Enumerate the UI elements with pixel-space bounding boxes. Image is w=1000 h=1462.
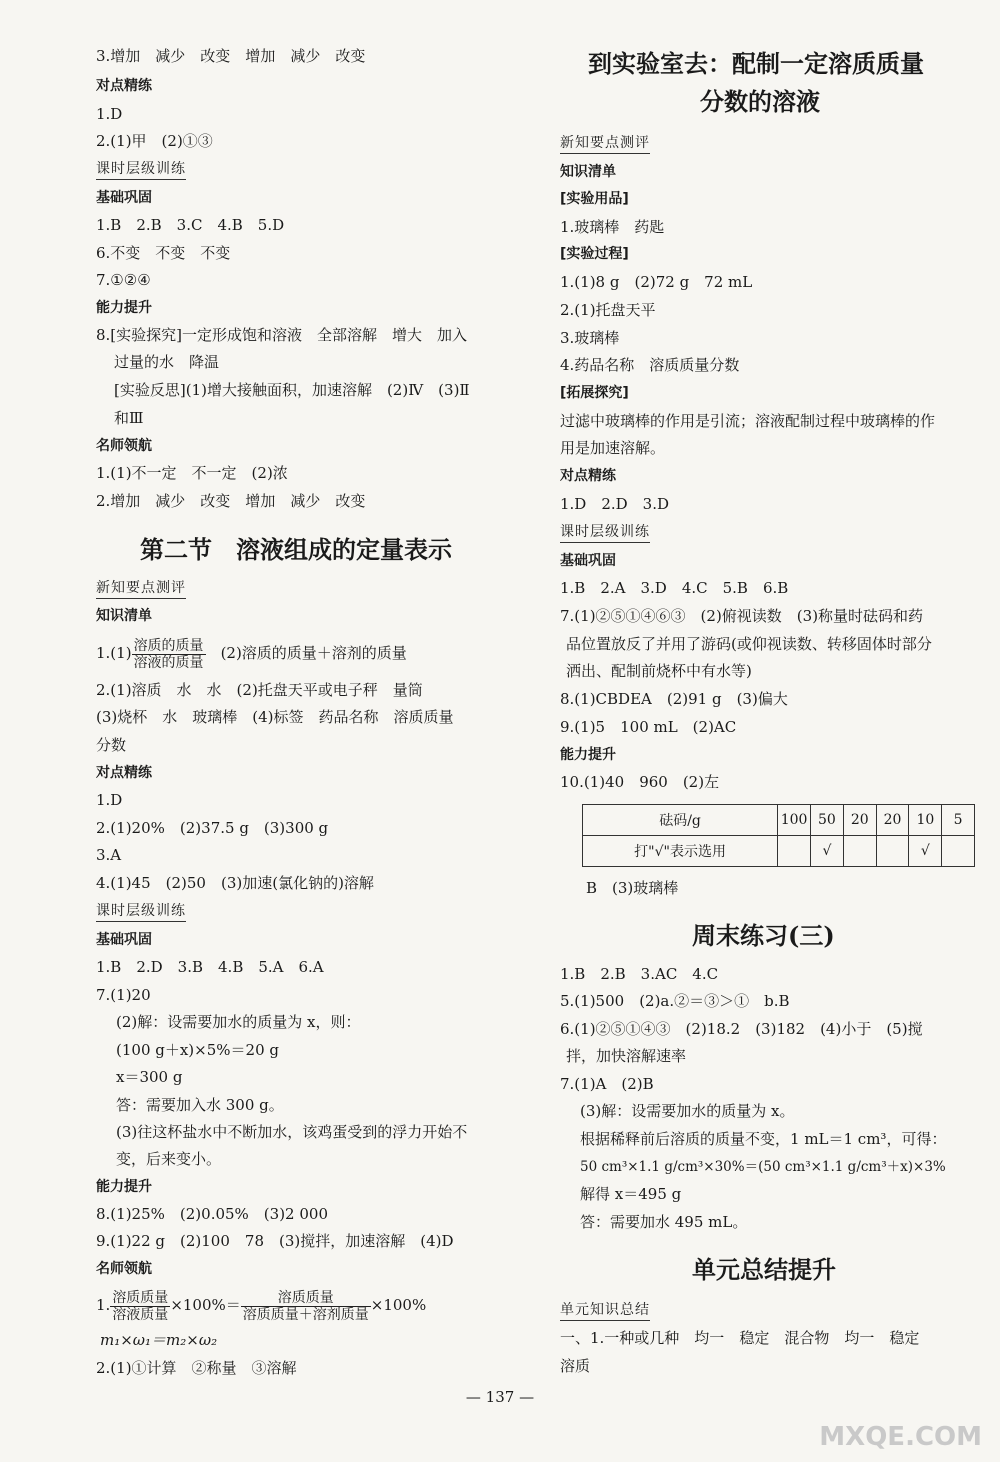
answer-line: 品位置放反了并用了游码(或仰视读数、转移固体时部分 xyxy=(566,635,932,653)
fraction xyxy=(241,1290,371,1323)
answer-line: 8.(1)25% (2)0.05% (3)2 000 xyxy=(96,1205,328,1223)
section-title: 周末练习(三) xyxy=(692,921,835,950)
answer-line: 洒出、配制前烧杯中有水等) xyxy=(566,662,752,680)
answer-line: (2)解：设需要加水的质量为 x，则： xyxy=(116,1013,361,1031)
formula-line: m₁×ω₁＝m₂×ω₂ xyxy=(100,1331,218,1349)
table-row xyxy=(583,805,975,836)
answer-text: (2)溶质的质量＋溶剂的质量 xyxy=(205,644,407,662)
answer-line: 1.D xyxy=(96,791,123,809)
answer-line: 8.(1)CBDEA (2)91 g (3)偏大 xyxy=(560,690,788,708)
table-cell xyxy=(778,836,811,867)
answer-line: 9.(1)5 100 mL (2)AC xyxy=(560,718,737,736)
checkmark-cell: √ xyxy=(811,836,844,867)
answer-line: 拌，加快溶解速率 xyxy=(566,1047,687,1065)
subheading: [实验过程] xyxy=(560,246,629,262)
answer-line: (3)烧杯 水 玻璃棒 (4)标签 药品名称 溶质质量 xyxy=(96,708,454,726)
answer-line: 6.(1)②⑤①④③ (2)18.2 (3)182 (4)小于 (5)搅 xyxy=(560,1020,923,1038)
answer-line: 1.D 2.D 3.D xyxy=(560,495,670,513)
answer-line: 过滤中玻璃棒的作用是引流；溶液配制过程中玻璃棒的作 xyxy=(560,412,936,430)
answer-line: 1.B 2.B 3.C 4.B 5.D xyxy=(96,216,285,234)
checkmark-cell: √ xyxy=(909,836,942,867)
denominator: 溶液质量 xyxy=(112,1306,169,1323)
answer-line: 3.玻璃棒 xyxy=(560,329,620,347)
answer-line: 2.(1)20% (2)37.5 g (3)300 g xyxy=(96,819,329,837)
item-number: 1.(1) xyxy=(96,644,132,662)
section-label: 新知要点测评 xyxy=(96,580,186,596)
table-header-cell: 砝码/g xyxy=(583,805,778,836)
answer-line: 2.增加 减少 改变 增加 减少 改变 xyxy=(96,492,366,510)
section-title: 单元总结提升 xyxy=(692,1255,836,1284)
answer-line: (3)解：设需要加水的质量为 x。 xyxy=(580,1102,795,1120)
subheading: 基础巩固 xyxy=(96,190,152,206)
answer-line: 8.[实验探究]一定形成饱和溶液 全部溶解 增大 加入 xyxy=(96,326,468,344)
subheading: 对点精练 xyxy=(96,78,152,94)
answer-line: 一、1.一种或几种 均一 稳定 混合物 均一 稳定 xyxy=(560,1329,920,1347)
answer-line: 4.药品名称 溶质质量分数 xyxy=(560,356,740,374)
subheading: 知识清单 xyxy=(96,608,152,624)
answer-line: 7.(1)20 xyxy=(96,986,151,1004)
answer-line: 过量的水 降温 xyxy=(114,353,220,371)
section-label: 单元知识总结 xyxy=(560,1302,650,1318)
answer-line: 1.(1)不一定 不一定 (2)浓 xyxy=(96,464,288,482)
denominator: 溶液的质量 xyxy=(133,654,204,671)
answer-line: 变，后来变小。 xyxy=(116,1150,222,1168)
subheading: 能力提升 xyxy=(560,747,616,763)
fraction-line xyxy=(96,634,407,672)
answer-line: 1.B 2.A 3.D 4.C 5.B 6.B xyxy=(560,579,789,597)
subheading: 对点精练 xyxy=(96,765,152,781)
answer-line: 根据稀释前后溶质的质量不变，1 mL＝1 cm³，可得： xyxy=(580,1130,947,1148)
section-label: 课时层级训练 xyxy=(560,524,650,540)
answer-line: 6.不变 不变 不变 xyxy=(96,244,231,262)
numerator: 溶质质量 xyxy=(241,1290,371,1307)
answer-line: 用是加速溶解。 xyxy=(560,439,666,457)
table-cell xyxy=(843,836,876,867)
subheading: 名师领航 xyxy=(96,1261,152,1277)
watermark: MXQE.COM xyxy=(819,1422,982,1452)
answer-line: [实验反思](1)增大接触面积，加速溶解 (2)Ⅳ (3)Ⅱ xyxy=(114,381,470,399)
answer-line: 解得 x＝495 g xyxy=(580,1185,682,1203)
subheading: 能力提升 xyxy=(96,300,152,316)
table-cell: 50 xyxy=(811,805,844,836)
subheading: 知识清单 xyxy=(560,164,616,180)
answer-line: 50 cm³×1.1 g/cm³×30%＝(50 cm³×1.1 g/cm³＋x)×3% xyxy=(580,1159,946,1175)
answer-line: 9.(1)22 g (2)100 78 (3)搅拌，加速溶解 (4)D xyxy=(96,1232,454,1250)
table-cell xyxy=(942,836,975,867)
answer-line: 1.B 2.D 3.B 4.B 5.A 6.A xyxy=(96,958,324,976)
section-title: 分数的溶液 xyxy=(700,87,820,116)
formula-text: ×100% xyxy=(370,1296,427,1314)
answer-line: (3)往这杯盐水中不断加水，该鸡蛋受到的浮力开始不 xyxy=(116,1123,468,1141)
subheading: 对点精练 xyxy=(560,468,616,484)
answer-line: 答：需要加入水 300 g。 xyxy=(116,1096,284,1114)
answer-line: 2.(1)①计算 ②称量 ③溶解 xyxy=(96,1359,297,1377)
fraction xyxy=(110,1290,170,1323)
answer-line: 答：需要加水 495 mL。 xyxy=(580,1213,748,1231)
numerator: 溶质质量 xyxy=(112,1289,169,1306)
subheading: 名师领航 xyxy=(96,438,152,454)
table-row xyxy=(583,836,975,867)
subheading: [拓展探究] xyxy=(560,385,629,401)
answer-line: 3.A xyxy=(96,846,122,864)
answer-line: 1.玻璃棒 药匙 xyxy=(560,218,665,236)
answer-line: 1.(1)8 g (2)72 g 72 mL xyxy=(560,273,753,291)
fraction-line xyxy=(96,1286,426,1324)
answer-line: 3.增加 减少 改变 增加 减少 改变 xyxy=(96,47,366,65)
answer-line: 10.(1)40 960 (2)左 xyxy=(560,773,720,791)
section-label: 课时层级训练 xyxy=(96,161,186,177)
answer-line: (100 g＋x)×5%＝20 g xyxy=(116,1041,279,1059)
table-cell: 20 xyxy=(843,805,876,836)
subheading: 能力提升 xyxy=(96,1179,152,1195)
table-cell: 20 xyxy=(876,805,909,836)
answer-line: 溶质 xyxy=(560,1357,591,1375)
answer-line: 7.(1)A (2)B xyxy=(560,1075,654,1093)
item-number: 1. xyxy=(96,1296,111,1314)
subheading: [实验用品] xyxy=(560,191,629,207)
answer-line: 分数 xyxy=(96,736,127,754)
numerator: 溶质的质量 xyxy=(133,637,204,654)
answer-line: 2.(1)甲 (2)①③ xyxy=(96,132,213,150)
answer-line: 和Ⅲ xyxy=(114,409,144,427)
answer-line: x＝300 g xyxy=(116,1068,183,1086)
subheading: 基础巩固 xyxy=(560,553,616,569)
table-cell xyxy=(876,836,909,867)
table-cell: 100 xyxy=(778,805,811,836)
answer-line: B (3)玻璃棒 xyxy=(586,879,679,897)
page-number: — 137 — xyxy=(465,1388,535,1406)
section-title: 到实验室去：配制一定溶质质量 xyxy=(588,49,924,78)
section-label: 课时层级训练 xyxy=(96,903,186,919)
answer-line: 4.(1)45 (2)50 (3)加速(氯化钠的)溶解 xyxy=(96,874,374,892)
answer-line: 7.(1)②⑤①④⑥③ (2)俯视读数 (3)称量时砝码和药 xyxy=(560,607,924,625)
answer-line: 1.B 2.B 3.AC 4.C xyxy=(560,965,719,983)
weights-table xyxy=(582,804,975,867)
table-cell: 5 xyxy=(942,805,975,836)
subheading: 基础巩固 xyxy=(96,932,152,948)
answer-line: 1.D xyxy=(96,105,123,123)
table-header-cell: 打"√"表示选用 xyxy=(583,836,778,867)
denominator: 溶质质量＋溶剂质量 xyxy=(242,1306,369,1323)
section-label: 新知要点测评 xyxy=(560,135,650,151)
table-cell: 10 xyxy=(909,805,942,836)
answer-line: 2.(1)托盘天平 xyxy=(560,301,656,319)
fraction xyxy=(132,638,206,671)
formula-text: ×100%＝ xyxy=(170,1296,241,1314)
answer-line: 2.(1)溶质 水 水 (2)托盘天平或电子秤 量筒 xyxy=(96,681,423,699)
answer-line: 5.(1)500 (2)a.②＝③＞① b.B xyxy=(560,992,790,1010)
section-title: 第二节 溶液组成的定量表示 xyxy=(140,535,452,564)
answer-line: 7.①②④ xyxy=(96,271,151,289)
